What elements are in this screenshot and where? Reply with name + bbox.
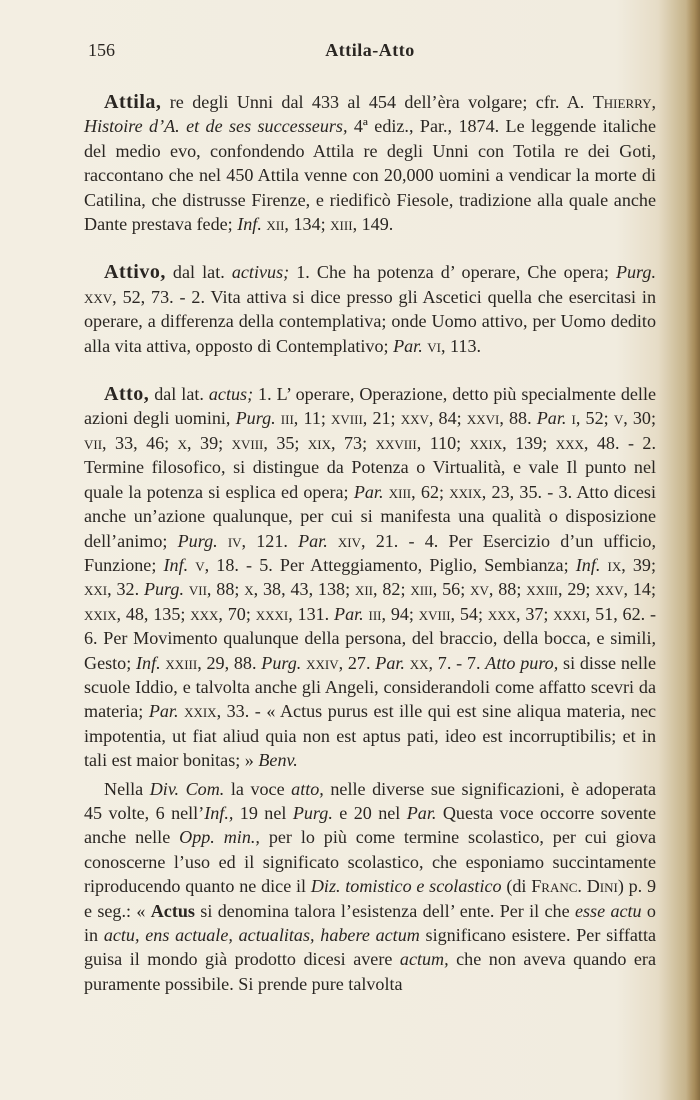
text-run: , 37; (516, 603, 554, 624)
small-caps-text: xviii (331, 408, 363, 429)
small-caps-text: xxiii (165, 652, 198, 673)
small-caps-text: xxv (84, 286, 113, 307)
text-run: Nella (104, 778, 150, 799)
small-caps-text: xxiv (306, 652, 339, 673)
small-caps-text: iii (368, 603, 382, 624)
text-run: dal lat. (165, 262, 232, 283)
text-run: o in (84, 900, 656, 945)
entry-text (84, 92, 656, 234)
text-run: , 113. (440, 335, 482, 356)
entry-text (84, 779, 656, 994)
small-caps-text: xviii (231, 432, 264, 453)
page-edge-shadow (686, 0, 700, 1100)
text-run: , 29; (557, 579, 596, 600)
italic-text: Par. (393, 335, 423, 356)
headword: Attivo, (104, 261, 166, 284)
text-run: , 27. (338, 652, 376, 673)
text-run: , 51, 62. - 6. Per Movimento qualunque della persona, del braccio, della bocca, e simili, Gesto; (84, 603, 656, 673)
text-run: , 88; (206, 579, 245, 600)
italic-text: Inf. (575, 554, 601, 575)
italic-text: Inf. (136, 652, 161, 673)
text-run: , 30; (623, 408, 656, 429)
text-run: re degli Unni dal 433 al 454 dell’èra volgare; cfr. A. (161, 92, 593, 112)
small-caps-text: xxviii (375, 432, 417, 453)
text-run: , 21. - 4. Per Esercizio d’un ufficio, Funzione; (84, 530, 656, 575)
text-run: , 48, 135; (116, 603, 191, 624)
text-run: , 39; (621, 554, 657, 575)
small-caps-text: xiii (330, 214, 353, 235)
small-caps-text: xxiii (526, 579, 558, 600)
small-caps-text: iii (280, 408, 294, 429)
italic-text: Purg. (261, 652, 302, 673)
text-run: 4ª ediz., Par., 1874. Le leggende italiche del medio evo, confondendo Attila re degli Unni con Totila re dei Goti, raccontano che nel 450 Attila venne con 20,000 uomini a vendicar la morte di Catilina, che distrusse Firenze, e riedificò Fiesole, tradizione alla quale anche Dante prestava fede; (84, 116, 656, 235)
text-run: , 149. (352, 214, 394, 235)
small-caps-text: xxix (469, 432, 503, 453)
small-caps-text: xii (266, 214, 285, 235)
text-run: , 73; (331, 432, 376, 453)
small-caps-text: xiv (337, 530, 362, 551)
body-text (84, 90, 656, 996)
text-run: si disse nelle scuole Iddio, e talvolta anche gli Angeli, considerandoli come affatto scevri da materia; (84, 652, 656, 722)
entry-atto-continuation (84, 777, 656, 997)
small-caps-text: xxx (190, 603, 219, 624)
text-run: , 21; (362, 408, 401, 429)
text-run: , (651, 92, 656, 112)
small-caps-text: v (613, 408, 624, 429)
small-caps-text: vii (84, 432, 103, 453)
italic-text: Purg. (177, 530, 218, 551)
italic-text: Par. (334, 603, 364, 624)
text-run: , 62; (411, 481, 450, 502)
bold-text: Actus (150, 900, 195, 921)
small-caps-text: xxx (555, 432, 584, 453)
small-caps-text: xii (354, 579, 373, 600)
small-caps-text: xx (409, 652, 429, 673)
entry-attila (84, 90, 656, 236)
text-run (218, 531, 228, 551)
small-caps-text: x (244, 579, 254, 600)
text-run: , 7. - 7. (428, 652, 486, 673)
text-run: , 18. - 5. Per Atteggiamento, Piglio, Sembianza; (204, 554, 576, 575)
italic-text: Opp. min., (179, 827, 260, 848)
italic-text: Diz. tomistico e scolastico (310, 876, 502, 897)
text-run (600, 555, 607, 575)
small-caps-text: x (177, 432, 188, 453)
text-run: , 11; (293, 408, 332, 429)
small-caps-text: ix (607, 554, 622, 575)
small-caps-text: vii (188, 579, 207, 600)
text-run: Questa voce occorre sovente anche nelle (84, 802, 656, 848)
text-run: , 88. (499, 408, 537, 429)
small-caps-text: xxvi (466, 408, 500, 429)
small-caps-text: xv (470, 579, 489, 600)
running-title: Attila-Atto (325, 40, 415, 60)
italic-text: Par. (406, 802, 437, 823)
text-run: e 20 nel (332, 802, 407, 823)
text-run: , 82; (373, 579, 411, 600)
entry-text (84, 384, 656, 770)
text-run: 1. Che ha potenza d’ operare, Che opera; (289, 262, 616, 283)
text-run: , 29, 88. (197, 652, 262, 673)
text-run: , 110; (416, 432, 470, 453)
text-run: , 88; (488, 579, 527, 600)
small-caps-text: v (195, 554, 205, 575)
text-run: ) p. 9 e seg.: « (84, 876, 656, 921)
italic-text: Div. Com. (149, 778, 225, 799)
text-run: , 94; (381, 603, 419, 624)
italic-text: activus; (231, 262, 290, 283)
small-caps-text: i (571, 408, 576, 429)
text-run: 19 nel (233, 802, 293, 823)
text-run: significano esistere. Per siffatta guisa il mondo già prodotto dicesi avere (84, 925, 656, 970)
text-run: 1. L’ operare, Operazione, detto più specialmente delle azioni degli uomini, (84, 384, 656, 429)
text-run: , 33, 46; (102, 432, 178, 453)
entry-attivo (84, 260, 656, 358)
small-caps-text: iv (227, 530, 242, 551)
page-number: 156 (88, 40, 115, 60)
text-run: , 52; (575, 408, 614, 429)
italic-text: Benv. (258, 750, 298, 771)
text-run: , 32. (107, 579, 144, 600)
text-run: , 131. (288, 603, 335, 624)
italic-text: Par. (298, 530, 328, 551)
text-run: (di (501, 876, 532, 897)
headword: Atto, (104, 383, 150, 406)
text-run: , 139; (502, 432, 556, 453)
small-caps-text: vi (427, 335, 441, 356)
small-caps-text: Thierry (592, 92, 652, 112)
text-run: , 84; (428, 408, 467, 429)
text-run: , 70; (218, 603, 256, 624)
text-run: , 33. - « Actus purus est ille qui est sine aliqua materia, nec impotentia, ut fiat aliud quia non est aptus pati, ideo est incorruptibilis; et in tali est maior bonitas; » (84, 701, 657, 771)
headword: Attila, (104, 91, 162, 113)
small-caps-text: xxv (400, 408, 429, 429)
text-run: , 23, 35. - 3. Atto dicesi anche un’azione qualunque, per cui si manifesta una qualità o disposizione dell’animo; (84, 481, 656, 551)
italic-text: atto, (291, 778, 324, 799)
text-run: , 134; (284, 214, 331, 235)
small-caps-text: xxxi (255, 603, 289, 624)
italic-text: Purg. (292, 802, 333, 823)
small-caps-text: xviii (418, 603, 451, 624)
text-run: , 52, 73. - 2. Vita attiva si dice presso gli Ascetici quella che esercitasi in operare, a differenza della contemplativa; onde Uomo attivo, per Uomo dedito alla vita attiva, opposto di Contemplativo; (84, 286, 656, 356)
small-caps-text: xxix (449, 481, 482, 502)
small-caps-text: xiii (410, 579, 433, 600)
italic-text: Histoire d’A. et de ses successeurs, (84, 116, 348, 137)
italic-text: esse actu (574, 900, 642, 921)
small-caps-text: xix (307, 432, 332, 453)
italic-text: Par. (353, 481, 384, 502)
small-caps-text: xxv (595, 579, 624, 600)
small-caps-text: xxx (487, 603, 516, 624)
italic-text: Par. (375, 652, 405, 673)
text-run: , 38, 43, 138; (253, 579, 355, 600)
text-run: , 56; (432, 579, 471, 600)
small-caps-text: xxix (184, 701, 217, 722)
entry-text (84, 262, 656, 355)
italic-text: actum, (399, 949, 449, 970)
text-run (328, 531, 338, 551)
text-run: la voce (224, 778, 292, 799)
text-run: dal lat. (149, 384, 209, 405)
small-caps-text: xxi (84, 579, 108, 600)
small-caps-text: xxxi (553, 603, 586, 624)
text-run: , 121. (241, 530, 299, 551)
text-run: , 14; (623, 579, 656, 600)
italic-text: Purg. (235, 408, 276, 429)
text-run: , 54; (450, 603, 488, 624)
small-caps-text: xxix (84, 603, 117, 624)
text-run: si denomina talora l’esistenza dell’ ente. Per il che (194, 900, 575, 921)
text-run: , 48. - 2. Termine filosofico, si distingue da Potenza o Virtualità, e vale Il punto nel quale la potenza si esplica ed opera; (84, 432, 656, 502)
italic-text: Par. (536, 408, 567, 429)
italic-text: Inf., (204, 802, 234, 823)
italic-text: actus; (208, 384, 254, 405)
text-run: , 39; (187, 432, 232, 453)
italic-text: actu, ens actuale, actualitas, habere actum (103, 925, 420, 945)
italic-text: Atto puro, (485, 652, 559, 673)
italic-text: Par. (148, 701, 179, 722)
entry-atto (84, 382, 656, 773)
text-run: , 35; (263, 432, 308, 453)
italic-text: Purg. (143, 579, 184, 600)
small-caps-text: xiii (388, 481, 412, 502)
small-caps-text: Franc. Dini (531, 876, 618, 897)
text-run: che non aveva quando era puramente possibile. Si prende pure talvolta (84, 949, 656, 994)
italic-text: Inf. (163, 554, 189, 575)
page-content (84, 38, 656, 996)
italic-text: Inf. (237, 214, 262, 235)
text-run: per lo più come termine scolastico, per cui giova conoscerne l’uso ed il significato scolastico, che esponiamo succintamente riproducendo quanto ne dice il (84, 827, 656, 897)
italic-text: Purg. (615, 262, 656, 283)
text-run: nelle diverse sue significazioni, è adoperata 45 volte, 6 nell’ (84, 778, 656, 823)
page-header (84, 38, 656, 68)
